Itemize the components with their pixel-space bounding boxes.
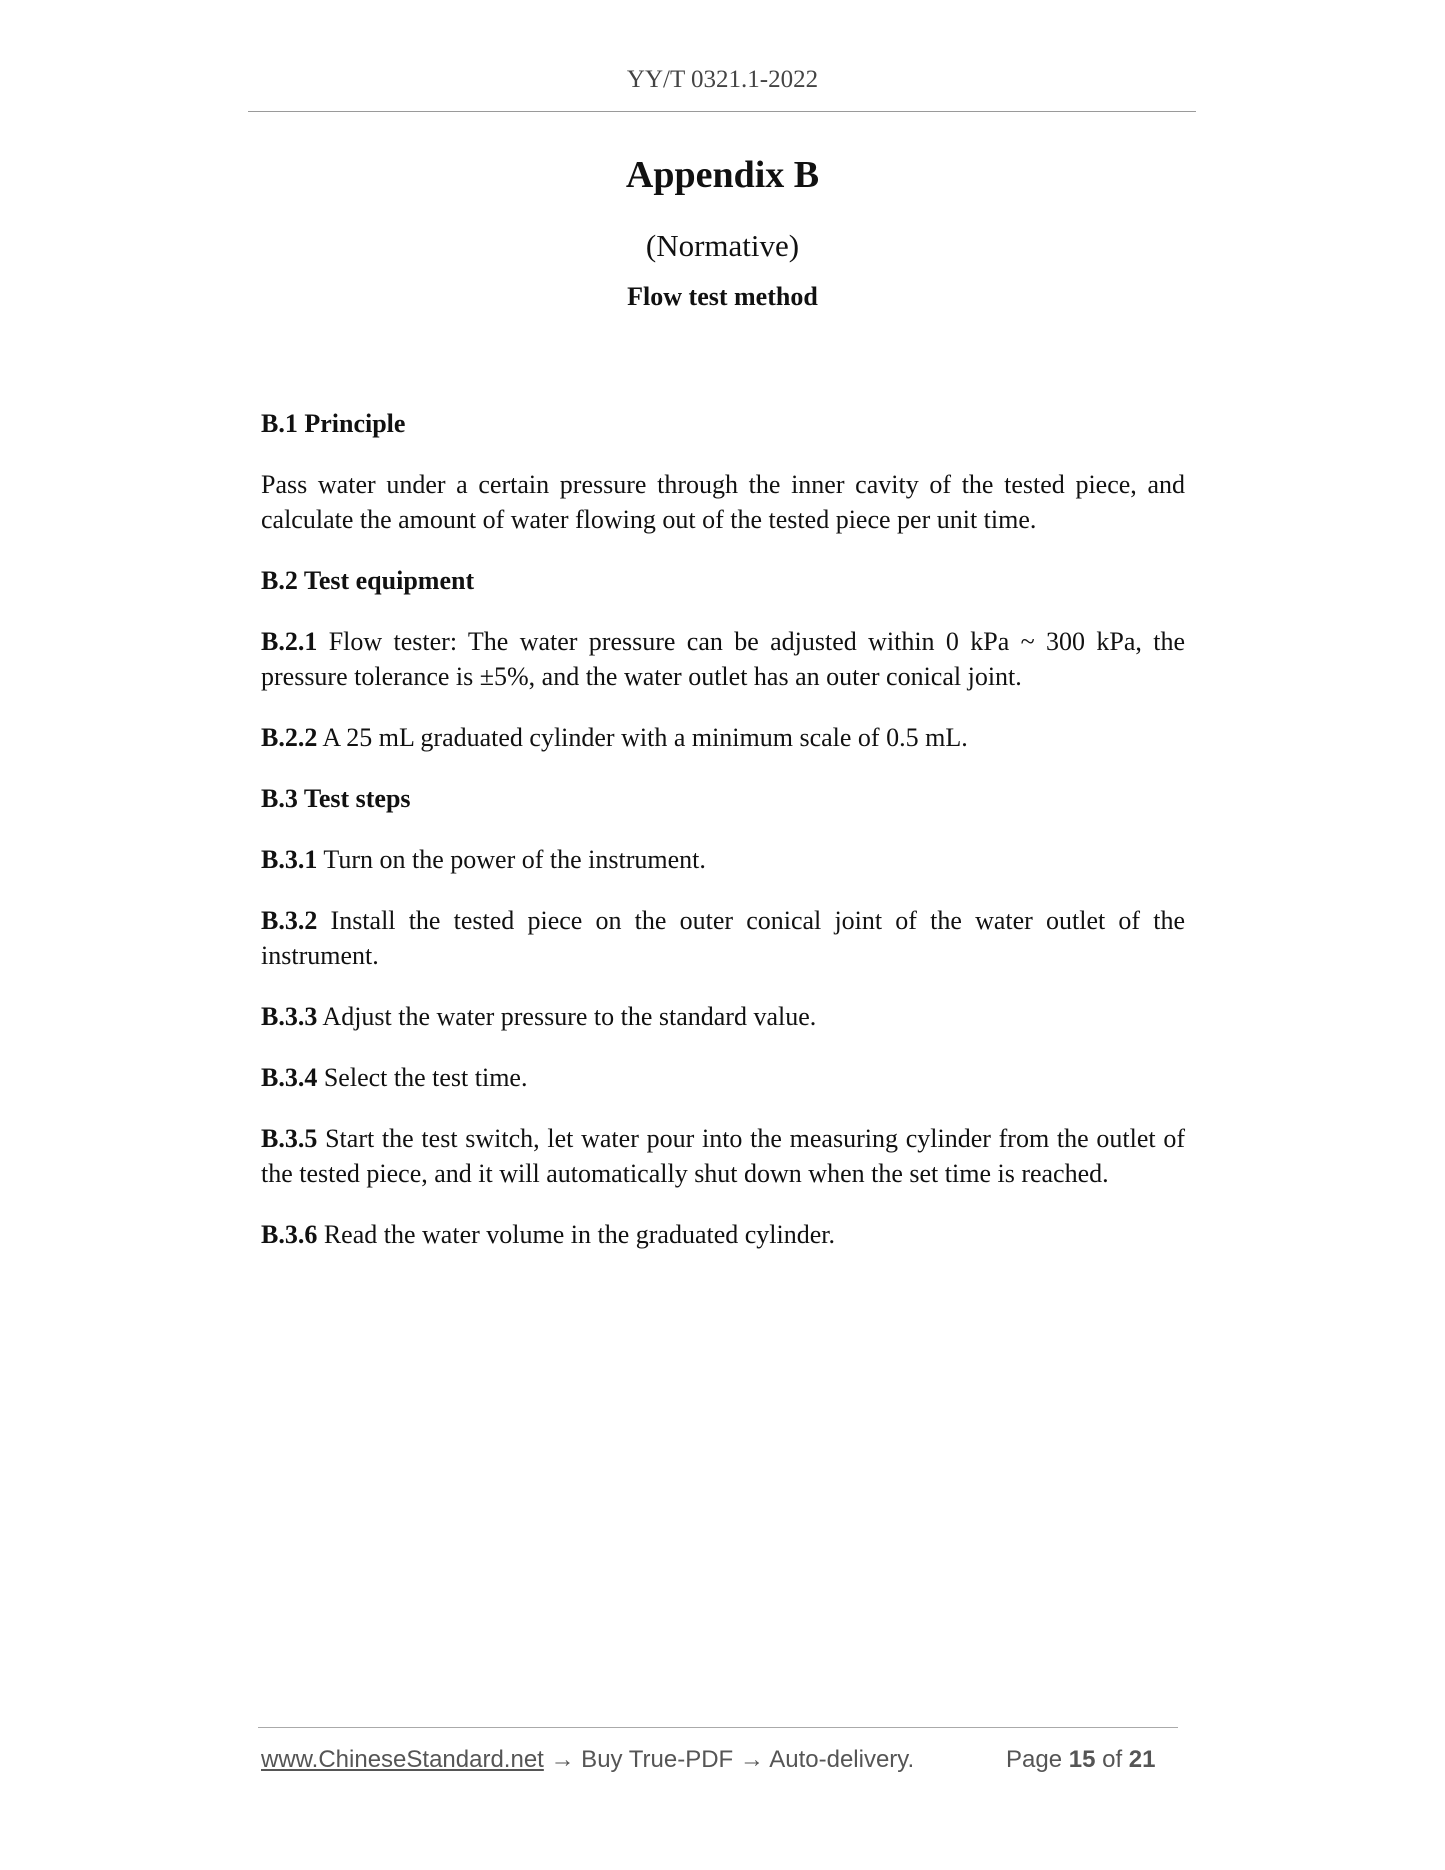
clause-b2-1 [261, 624, 1185, 694]
appendix-subtitle: (Normative) [645, 228, 800, 263]
page-label: Page [1006, 1746, 1063, 1773]
footer-promo: → Buy True-PDF → Auto-delivery. [543, 1746, 915, 1773]
clause-number: B.3.3 [261, 1002, 318, 1031]
clause-number: B.2.1 [261, 627, 318, 656]
clause-number: B.3.4 [261, 1063, 318, 1092]
clause-text: Select the test time. [323, 1063, 528, 1092]
clause-number: B.3.2 [261, 906, 318, 935]
section-b1-text: Pass water under a certain pressure through the inner cavity of the tested piece, and calculate the amount of water flowing out of the tested piece per unit time. [261, 470, 1185, 534]
of-label: of [1102, 1746, 1123, 1773]
appendix-title: Appendix B [625, 154, 820, 196]
clause-text: Flow tester: The water pressure can be adjusted within 0 kPa ~ 300 kPa, the pressure tolerance is ±5%, and the water outlet has an outer conical joint. [261, 627, 1186, 691]
clause-b2-2 [261, 720, 1185, 755]
clause-number: B.2.2 [261, 723, 318, 752]
header-divider [248, 111, 1196, 112]
clause-b3-4 [261, 1060, 1185, 1095]
page-footer [261, 1746, 1181, 1774]
clause-text: Turn on the power of the instrument. [323, 845, 706, 874]
clause-b3-1 [261, 842, 1185, 877]
clause-text: Install the tested piece on the outer conical joint of the water outlet of the instrument. [261, 906, 1185, 970]
clause-text: Read the water volume in the graduated cylinder. [323, 1220, 835, 1249]
appendix-name: Flow test method [627, 282, 818, 311]
clause-text: A 25 mL graduated cylinder with a minimum scale of 0.5 mL. [322, 723, 968, 752]
page-total: 21 [1128, 1746, 1156, 1773]
section-b1-heading: B.1 Principle [261, 409, 406, 438]
section-b3-heading: B.3 Test steps [261, 784, 411, 813]
website-link[interactable]: www.ChineseStandard.net [261, 1746, 544, 1773]
section-b2-heading: B.2 Test equipment [261, 566, 475, 595]
footer-divider [258, 1727, 1178, 1728]
page-indicator [1006, 1746, 1156, 1774]
clause-number: B.3.6 [261, 1220, 318, 1249]
clause-text: Start the test switch, let water pour into the measuring cylinder from the outlet of the tested piece, and it will automatically shut down when the set time is reached. [261, 1124, 1186, 1188]
clause-number: B.3.1 [261, 845, 318, 874]
clause-b3-2 [261, 903, 1185, 973]
clause-b3-5 [261, 1121, 1185, 1191]
clause-number: B.3.5 [261, 1124, 318, 1153]
clause-b3-6 [261, 1217, 1185, 1252]
clause-text: Adjust the water pressure to the standard value. [322, 1002, 817, 1031]
clause-b3-3 [261, 999, 1185, 1034]
page-current: 15 [1068, 1746, 1096, 1773]
doc-code: YY/T 0321.1-2022 [626, 66, 819, 93]
